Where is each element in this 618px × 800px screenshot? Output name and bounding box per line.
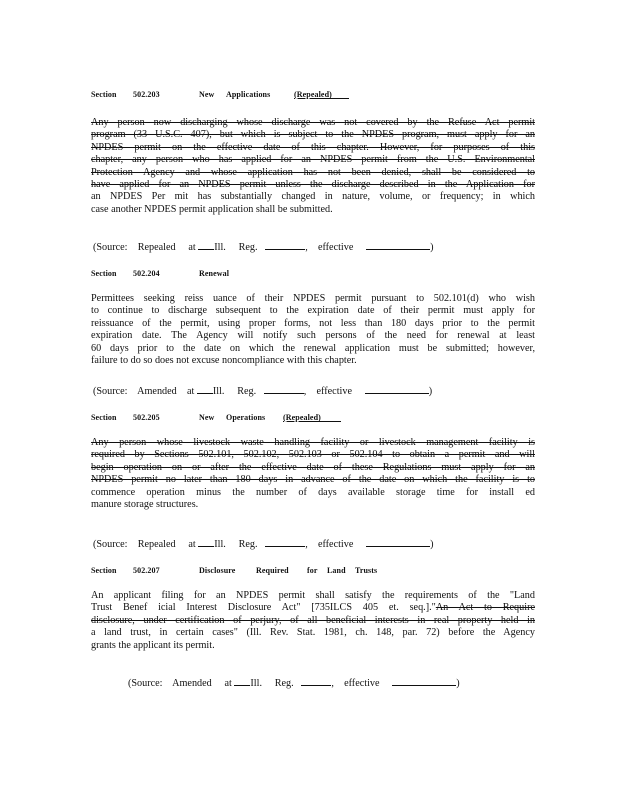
source-note: (Source: Repealed at Ill. Reg. , effective ): [93, 539, 434, 550]
source-effective: effective: [344, 678, 380, 689]
status-underline: [316, 413, 341, 422]
paragraph-line: [91, 602, 535, 614]
paragraph-line: Permittees seeking reiss uance of their NPDES permit pursuant to 502.101(d) who wish: [91, 293, 535, 304]
source-at: at: [188, 242, 196, 253]
source-at: at: [188, 539, 196, 550]
paragraph-line: grants the applicant its permit.: [91, 639, 215, 651]
source-effective: effective: [317, 242, 354, 253]
blank-line: [301, 676, 331, 686]
paragraph-line: program (33 U.S.C. 407), but which is subject to the NPDES program, must apply for an: [91, 129, 535, 141]
paragraph-line: an NPDES Per mit has substantially changed in nature, volume, or frequency; in which: [91, 191, 535, 203]
source-note: (Source: Amended at Ill. Reg. , effective ): [128, 678, 460, 689]
section-paragraph: [91, 117, 535, 216]
source-ill: Ill.: [214, 242, 226, 253]
section-number: 502.204: [133, 269, 160, 278]
source-close: ): [430, 242, 434, 253]
paragraph-line: required by Sections 502.101, 502.102, 502.103 or 502.104 to obtain a permit and will: [91, 449, 535, 461]
paragraph-line: disclosure, under certification of perjury, of all beneficial interests in real property held in: [91, 614, 535, 626]
source-label: (Source:: [93, 242, 128, 253]
source-action: Repealed: [137, 539, 176, 550]
source-label: (Source:: [128, 678, 163, 689]
section-title: Land: [327, 566, 346, 575]
section-label: Section: [91, 566, 117, 575]
source-reg: Reg.: [238, 242, 258, 253]
paragraph-segment: An Act to Require: [435, 602, 535, 614]
blank-line: [365, 384, 429, 394]
source-ill: Ill.: [214, 539, 226, 550]
paragraph-line: Any person now discharging whose discharge was not covered by the Refuse Act permit: [91, 117, 535, 128]
section-title: Trusts: [355, 566, 378, 575]
section-number: 502.205: [133, 413, 160, 422]
source-ill: Ill.: [250, 678, 262, 689]
section-label: Section: [91, 269, 117, 278]
section-number: 502.207: [133, 566, 160, 575]
paragraph-line: Protection Agency and whose application has not been denied, shall be considered to: [91, 166, 535, 178]
source-action: Amended: [172, 678, 212, 689]
blank-line: [366, 537, 430, 547]
section-title: Disclosure: [199, 566, 236, 575]
section-number: 502.203: [133, 90, 160, 99]
paragraph-line: to continue to discharge subsequent to the expiration date of their permit must apply for: [91, 305, 535, 317]
paragraph-line: case another NPDES permit application shall be submitted.: [91, 203, 333, 215]
source-reg: Reg.: [238, 539, 258, 550]
paragraph-line: NPDES permit on the effective date of this chapter. However, for purposes of this: [91, 141, 535, 153]
blank-line: [265, 537, 305, 547]
section-title: Required: [256, 566, 289, 575]
blank-line: [198, 240, 214, 250]
source-action: Amended: [137, 386, 177, 397]
source-close: ): [428, 386, 433, 397]
section-status: (Repealed): [294, 90, 332, 99]
section-paragraph: [91, 293, 535, 367]
source-label: (Source:: [93, 386, 128, 397]
section-paragraph: [91, 437, 535, 511]
status-underline: [327, 90, 349, 99]
section-title: New: [199, 90, 215, 99]
paragraph-line: chapter, any person who has applied for an NPDES permit from the U.S. Environmental: [91, 154, 535, 166]
blank-line: [392, 676, 456, 686]
blank-line: [198, 537, 214, 547]
source-close: ): [456, 678, 460, 689]
section-title: for: [307, 566, 318, 575]
paragraph-segment: Trust Benef icial Interest Disclosure Act" [735ILCS 405 et. seq.].": [91, 602, 436, 614]
source-effective: effective: [316, 386, 352, 397]
paragraph-line: have applied for an NPDES permit unless the discharge described in the Application for: [91, 178, 535, 190]
blank-line: [366, 240, 430, 250]
source-at: at: [186, 386, 195, 397]
blank-line: [234, 676, 250, 686]
source-close: ): [430, 539, 434, 550]
paragraph-line: NPDES permit no later than 180 days in advance of the date on which the facility is to: [91, 474, 535, 486]
section-status: (Repealed): [283, 413, 321, 422]
source-action: Repealed: [137, 242, 176, 253]
paragraph-line: a land trust, in certain cases" (Ill. Rev. Stat. 1981, ch. 148, par. 72) before the Agency: [91, 627, 535, 639]
paragraph-line: Any person whose livestock waste handling facility or livestock management facility is: [91, 437, 535, 448]
source-reg: Reg.: [274, 678, 294, 689]
blank-line: [264, 384, 304, 394]
section-title: New: [199, 413, 215, 422]
paragraph-line: commence operation minus the number of days available storage time for install ed: [91, 486, 535, 498]
paragraph-line: 60 days prior to the date on which the renewal application must be submitted; however,: [91, 342, 535, 354]
source-note: (Source: Repealed at Ill. Reg. , effective ): [93, 242, 434, 253]
section-title: Renewal: [199, 269, 230, 278]
source-ill: Ill.: [212, 386, 225, 397]
source-label: (Source:: [93, 539, 128, 550]
section-paragraph: [91, 590, 535, 652]
paragraph-line: manure storage structures.: [91, 498, 199, 510]
paragraph-line: reissuance of the permit, using proper forms, not less than 180 days prior to the permit: [91, 317, 535, 329]
section-label: Section: [91, 90, 117, 99]
paragraph-line: expiration date. The Agency will notify such persons of the need for renewal at least: [91, 330, 535, 342]
section-title: Operations: [226, 413, 266, 422]
paragraph-line: failure to do so does not excuse noncompliance with this chapter.: [91, 354, 357, 366]
blank-line: [265, 240, 305, 250]
paragraph-line: An applicant filing for an NPDES permit shall satisfy the requirements of the "Land: [91, 590, 535, 601]
source-effective: effective: [317, 539, 354, 550]
section-title: Applications: [226, 90, 271, 99]
source-reg: Reg.: [237, 386, 257, 397]
blank-line: [197, 384, 213, 394]
source-note: (Source: Amended at Ill. Reg. , effective ): [93, 386, 433, 397]
paragraph-line: begin operation on or after the effective date of these Regulations must apply for an: [91, 461, 535, 473]
source-at: at: [224, 678, 232, 689]
section-label: Section: [91, 413, 117, 422]
